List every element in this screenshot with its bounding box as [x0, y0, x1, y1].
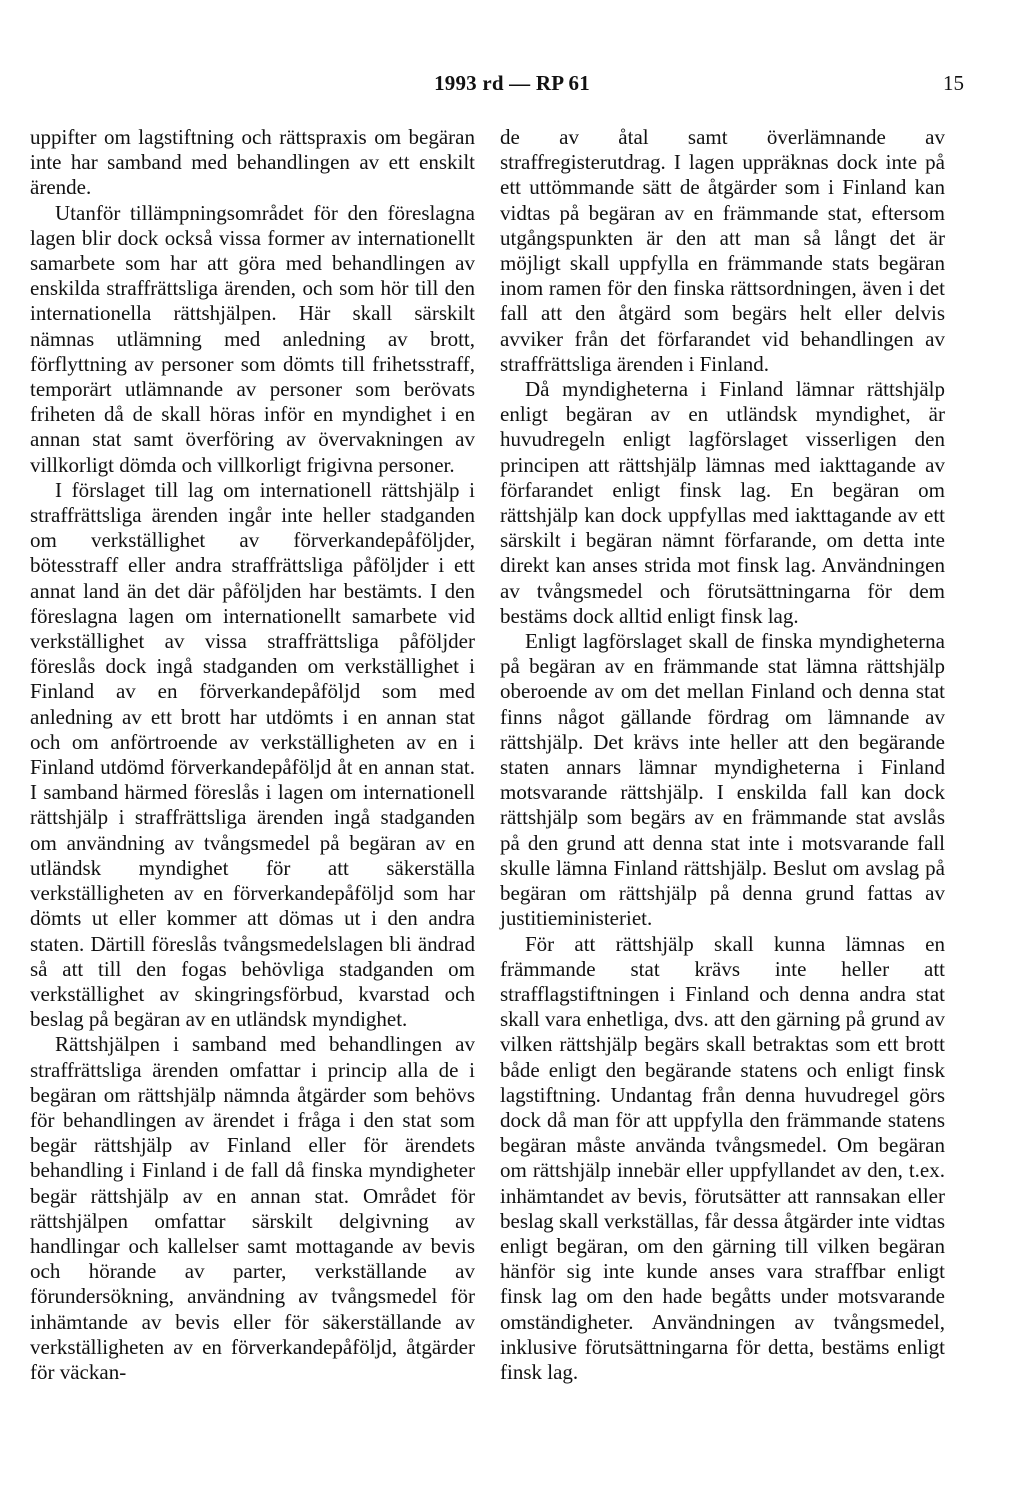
right-column [500, 125, 945, 1385]
paragraph: I förslaget till lag om internationell rättshjälp i straffrättsliga ärenden ingår inte heller stadganden om verkställighet av förverkandepåföljder, bötesstraff eller andra straffrättsliga påföljder i ett annat land än det där påföljden har bestämts. I den föreslagna lagen om internationellt samarbete vid verkställighet av vissa straffrättsliga påföljder föreslås dock ingå stadganden om verkställighet i Finland av en förverkandepåföljd som med anledning av ett brott har utdömts i en annan stat och om anförtroende av verkställigheten av en i Finland utdömd förverkandepåföljd åt en annan stat. I samband härmed föreslås i lagen om internationell rättshjälp i straffrättsliga ärenden ingå stadganden om användning av tvångsmedel på begäran av en utländsk myndighet för att säkerställa verkställigheten av en förverkandepåföljd som har dömts ut eller kommer att dömas ut i den andra staten. Därtill föreslås tvångsmedelslagen bli ändrad så att till den fogas behövliga stadganden om verkställighet av skingringsförbud, kvarstad och beslag på begäran av en utländsk myndighet. [30, 477, 475, 1032]
paragraph: Då myndigheterna i Finland lämnar rättshjälp enligt begäran av en utländsk myndighet, är huvudregeln enligt lagförslaget visserligen den principen att rättshjälp lämnas med iakttagande av förfarandet enligt finsk lag. En begäran om rättshjälp kan dock uppfyllas med iakttagande av ett särskilt i begäran nämnt förfarande, om detta inte direkt kan anses strida mot finsk lag. Användningen av tvångsmedel och förutsättningarna för dem bestäms dock alltid enligt finsk lag. [500, 377, 945, 628]
running-title: 1993 rd — RP 61 [434, 71, 590, 95]
paragraph: uppifter om lagstiftning och rättspraxis om begäran inte har samband med behandlingen av ett enskilt ärende. [30, 125, 475, 200]
paragraph: de av åtal samt överlämnande av straffregisterutdrag. I lagen uppräknas dock inte på ett uttömmande sätt de åtgärder som i Finland kan vidtas på begäran av en främmande stat, eftersom utgångspunkten är den att man så långt det är möjligt skall uppfylla en främmande stats begäran inom ramen för den finska rättsordningen, även i det fall att den åtgärd som begärs helt eller delvis avviker från det förfarandet vid behandlingen av straffrättsliga ärenden i Finland. [500, 125, 945, 376]
page-number: 15 [943, 71, 964, 95]
page-header [0, 68, 1024, 98]
left-column [30, 125, 475, 1385]
paragraph: För att rättshjälp skall kunna lämnas en främmande stat krävs inte heller att strafflagstiftningen i Finland och denna andra stat skall vara enhetliga, dvs. att den gärning på grund av vilken rättshjälp begärs skall betraktas som ett brott både enligt den begärande statens och enligt finsk lagstiftning. Undantag från denna huvudregel görs dock då man för att uppfylla den främmande statens begäran måste använda tvångsmedel. Om begäran om rättshjälp innebär eller uppfyllandet av den, t.ex. inhämtandet av bevis, förutsätter att rannsakan eller beslag skall verkställas, får dessa åtgärder inte vidtas enligt begäran, om den gärning till vilken begäran hänför sig inte kunde anses vara straffbar enligt finsk lag om den hade begåtts under motsvarande omständigheter. Användningen av tvångsmedel, inklusive förutsättningarna för detta, bestäms enligt finsk lag. [500, 931, 945, 1384]
paragraph: Enligt lagförslaget skall de finska myndigheterna på begäran av en främmande stat lämna rättshjälp oberoende av om det mellan Finland och denna stat finns något gällande fördrag om lämnande av rättshjälp. Det krävs inte heller att den begärande staten annars lämnar myndigheterna i Finland motsvarande rättshjälp. I enskilda fall kan dock rättshjälp som begärs av en främmande stat avslås på den grund att denna stat inte i motsvarande fall skulle lämna Finland rättshjälp. Beslut om avslag på begäran om rättshjälp på denna grund fattas av justitieministeriet. [500, 629, 945, 931]
paragraph: Rättshjälpen i samband med behandlingen av straffrättsliga ärenden omfattar i princip alla de i begäran om rättshjälp nämnda åtgärder som behövs för behandlingen av ärendet i fråga i den stat som begär rättshjälp av Finland eller för ärendets behandling i Finland i de fall då finska myndigheter begär rättshjälp av en annan stat. Området för rättshjälpen omfattar särskilt delgivning av handlingar och kallelser samt mottagande av bevis och hörande av parter, verkställande av förundersökning, användning av tvångsmedel för inhämtande av bevis eller för säkerställande av verkställigheten av en förverkandepåföljd, åtgärder för väckan- [30, 1032, 475, 1384]
paragraph: Utanför tillämpningsområdet för den föreslagna lagen blir dock också vissa former av internationellt samarbete som har att göra med behandlingen av enskilda straffrättsliga ärenden, och som hör till den internationella rättshjälpen. Här skall särskilt nämnas utlämning med anledning av brott, förflyttning av personer som dömts till frihetsstraff, temporärt utlämnande av personer som berövats friheten då de skall höras inför en myndighet i en annan stat samt överföring av övervakningen av villkorligt dömda och villkorligt frigivna personer. [30, 200, 475, 477]
